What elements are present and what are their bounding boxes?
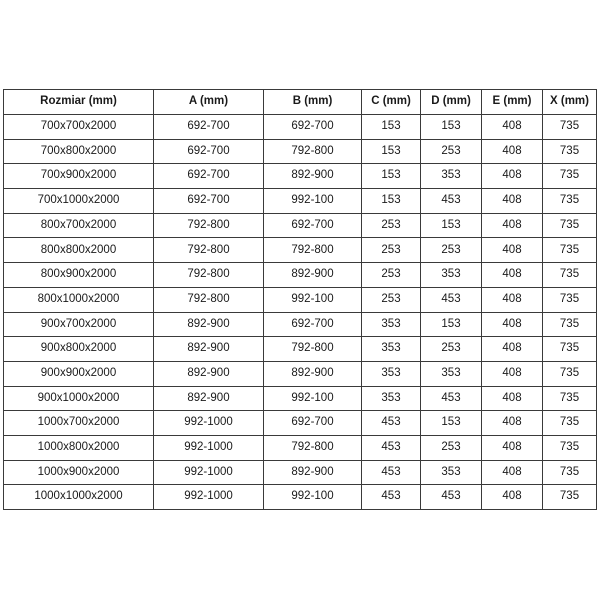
e-cell: 408 bbox=[482, 460, 543, 485]
table-row bbox=[4, 337, 597, 362]
d-cell: 453 bbox=[421, 485, 482, 510]
d-cell: 153 bbox=[421, 115, 482, 140]
b-cell: 692-700 bbox=[264, 312, 362, 337]
x-cell: 735 bbox=[543, 263, 597, 288]
table-row bbox=[4, 263, 597, 288]
d-cell: 253 bbox=[421, 337, 482, 362]
d-cell: 253 bbox=[421, 238, 482, 263]
a-cell: 892-900 bbox=[154, 337, 264, 362]
size-cell: 700x900x2000 bbox=[4, 164, 154, 189]
d-cell: 453 bbox=[421, 386, 482, 411]
x-cell: 735 bbox=[543, 238, 597, 263]
b-cell: 692-700 bbox=[264, 411, 362, 436]
size-cell: 900x900x2000 bbox=[4, 361, 154, 386]
x-cell: 735 bbox=[543, 435, 597, 460]
d-cell: 253 bbox=[421, 139, 482, 164]
e-cell: 408 bbox=[482, 361, 543, 386]
x-cell: 735 bbox=[543, 287, 597, 312]
b-cell: 692-700 bbox=[264, 115, 362, 140]
x-cell: 735 bbox=[543, 213, 597, 238]
e-cell: 408 bbox=[482, 435, 543, 460]
b-cell: 892-900 bbox=[264, 263, 362, 288]
table-row bbox=[4, 435, 597, 460]
c-cell: 253 bbox=[362, 263, 421, 288]
b-cell: 792-800 bbox=[264, 435, 362, 460]
a-cell: 692-700 bbox=[154, 189, 264, 214]
d-cell: 353 bbox=[421, 460, 482, 485]
c-cell: 153 bbox=[362, 139, 421, 164]
size-cell: 1000x1000x2000 bbox=[4, 485, 154, 510]
size-cell: 900x800x2000 bbox=[4, 337, 154, 362]
table-row bbox=[4, 238, 597, 263]
b-cell: 792-800 bbox=[264, 139, 362, 164]
e-cell: 408 bbox=[482, 263, 543, 288]
a-cell: 792-800 bbox=[154, 263, 264, 288]
e-cell: 408 bbox=[482, 238, 543, 263]
table-row bbox=[4, 460, 597, 485]
table-row bbox=[4, 411, 597, 436]
table-row bbox=[4, 287, 597, 312]
e-cell: 408 bbox=[482, 287, 543, 312]
c-cell: 253 bbox=[362, 213, 421, 238]
table-row bbox=[4, 213, 597, 238]
table-row bbox=[4, 386, 597, 411]
table-row bbox=[4, 312, 597, 337]
header-a: A (mm) bbox=[154, 90, 264, 115]
table-row bbox=[4, 164, 597, 189]
x-cell: 735 bbox=[543, 312, 597, 337]
c-cell: 453 bbox=[362, 435, 421, 460]
c-cell: 253 bbox=[362, 238, 421, 263]
x-cell: 735 bbox=[543, 411, 597, 436]
size-cell: 1000x800x2000 bbox=[4, 435, 154, 460]
x-cell: 735 bbox=[543, 485, 597, 510]
size-cell: 1000x900x2000 bbox=[4, 460, 154, 485]
a-cell: 992-1000 bbox=[154, 460, 264, 485]
c-cell: 353 bbox=[362, 337, 421, 362]
x-cell: 735 bbox=[543, 386, 597, 411]
header-b: B (mm) bbox=[264, 90, 362, 115]
x-cell: 735 bbox=[543, 164, 597, 189]
c-cell: 153 bbox=[362, 164, 421, 189]
b-cell: 992-100 bbox=[264, 189, 362, 214]
e-cell: 408 bbox=[482, 337, 543, 362]
size-cell: 700x700x2000 bbox=[4, 115, 154, 140]
b-cell: 992-100 bbox=[264, 485, 362, 510]
x-cell: 735 bbox=[543, 337, 597, 362]
d-cell: 153 bbox=[421, 411, 482, 436]
c-cell: 253 bbox=[362, 287, 421, 312]
x-cell: 735 bbox=[543, 460, 597, 485]
a-cell: 992-1000 bbox=[154, 435, 264, 460]
table-header bbox=[4, 90, 597, 115]
size-cell: 800x1000x2000 bbox=[4, 287, 154, 312]
a-cell: 892-900 bbox=[154, 361, 264, 386]
d-cell: 153 bbox=[421, 213, 482, 238]
c-cell: 353 bbox=[362, 386, 421, 411]
size-cell: 1000x700x2000 bbox=[4, 411, 154, 436]
b-cell: 992-100 bbox=[264, 386, 362, 411]
b-cell: 892-900 bbox=[264, 460, 362, 485]
c-cell: 353 bbox=[362, 361, 421, 386]
e-cell: 408 bbox=[482, 164, 543, 189]
e-cell: 408 bbox=[482, 189, 543, 214]
a-cell: 992-1000 bbox=[154, 411, 264, 436]
a-cell: 692-700 bbox=[154, 164, 264, 189]
e-cell: 408 bbox=[482, 312, 543, 337]
c-cell: 153 bbox=[362, 115, 421, 140]
b-cell: 892-900 bbox=[264, 164, 362, 189]
c-cell: 453 bbox=[362, 460, 421, 485]
a-cell: 792-800 bbox=[154, 213, 264, 238]
b-cell: 692-700 bbox=[264, 213, 362, 238]
c-cell: 453 bbox=[362, 485, 421, 510]
table-row bbox=[4, 115, 597, 140]
d-cell: 353 bbox=[421, 164, 482, 189]
a-cell: 892-900 bbox=[154, 312, 264, 337]
header-x: X (mm) bbox=[543, 90, 597, 115]
a-cell: 792-800 bbox=[154, 238, 264, 263]
header-d: D (mm) bbox=[421, 90, 482, 115]
d-cell: 153 bbox=[421, 312, 482, 337]
size-cell: 800x700x2000 bbox=[4, 213, 154, 238]
header-size: Rozmiar (mm) bbox=[4, 90, 154, 115]
size-cell: 800x900x2000 bbox=[4, 263, 154, 288]
x-cell: 735 bbox=[543, 361, 597, 386]
a-cell: 892-900 bbox=[154, 386, 264, 411]
d-cell: 253 bbox=[421, 435, 482, 460]
size-cell: 700x1000x2000 bbox=[4, 189, 154, 214]
a-cell: 992-1000 bbox=[154, 485, 264, 510]
x-cell: 735 bbox=[543, 139, 597, 164]
b-cell: 792-800 bbox=[264, 337, 362, 362]
c-cell: 453 bbox=[362, 411, 421, 436]
header-c: C (mm) bbox=[362, 90, 421, 115]
size-cell: 900x700x2000 bbox=[4, 312, 154, 337]
a-cell: 692-700 bbox=[154, 115, 264, 140]
e-cell: 408 bbox=[482, 485, 543, 510]
e-cell: 408 bbox=[482, 139, 543, 164]
dimensions-table bbox=[3, 89, 597, 510]
table-row bbox=[4, 139, 597, 164]
c-cell: 153 bbox=[362, 189, 421, 214]
table-row bbox=[4, 189, 597, 214]
header-row bbox=[4, 90, 597, 115]
d-cell: 353 bbox=[421, 263, 482, 288]
e-cell: 408 bbox=[482, 386, 543, 411]
d-cell: 353 bbox=[421, 361, 482, 386]
table-row bbox=[4, 485, 597, 510]
d-cell: 453 bbox=[421, 287, 482, 312]
e-cell: 408 bbox=[482, 213, 543, 238]
header-e: E (mm) bbox=[482, 90, 543, 115]
c-cell: 353 bbox=[362, 312, 421, 337]
a-cell: 792-800 bbox=[154, 287, 264, 312]
x-cell: 735 bbox=[543, 189, 597, 214]
x-cell: 735 bbox=[543, 115, 597, 140]
a-cell: 692-700 bbox=[154, 139, 264, 164]
size-cell: 900x1000x2000 bbox=[4, 386, 154, 411]
table-row bbox=[4, 361, 597, 386]
e-cell: 408 bbox=[482, 411, 543, 436]
b-cell: 792-800 bbox=[264, 238, 362, 263]
d-cell: 453 bbox=[421, 189, 482, 214]
b-cell: 892-900 bbox=[264, 361, 362, 386]
size-cell: 800x800x2000 bbox=[4, 238, 154, 263]
size-cell: 700x800x2000 bbox=[4, 139, 154, 164]
b-cell: 992-100 bbox=[264, 287, 362, 312]
e-cell: 408 bbox=[482, 115, 543, 140]
table-body bbox=[4, 115, 597, 510]
